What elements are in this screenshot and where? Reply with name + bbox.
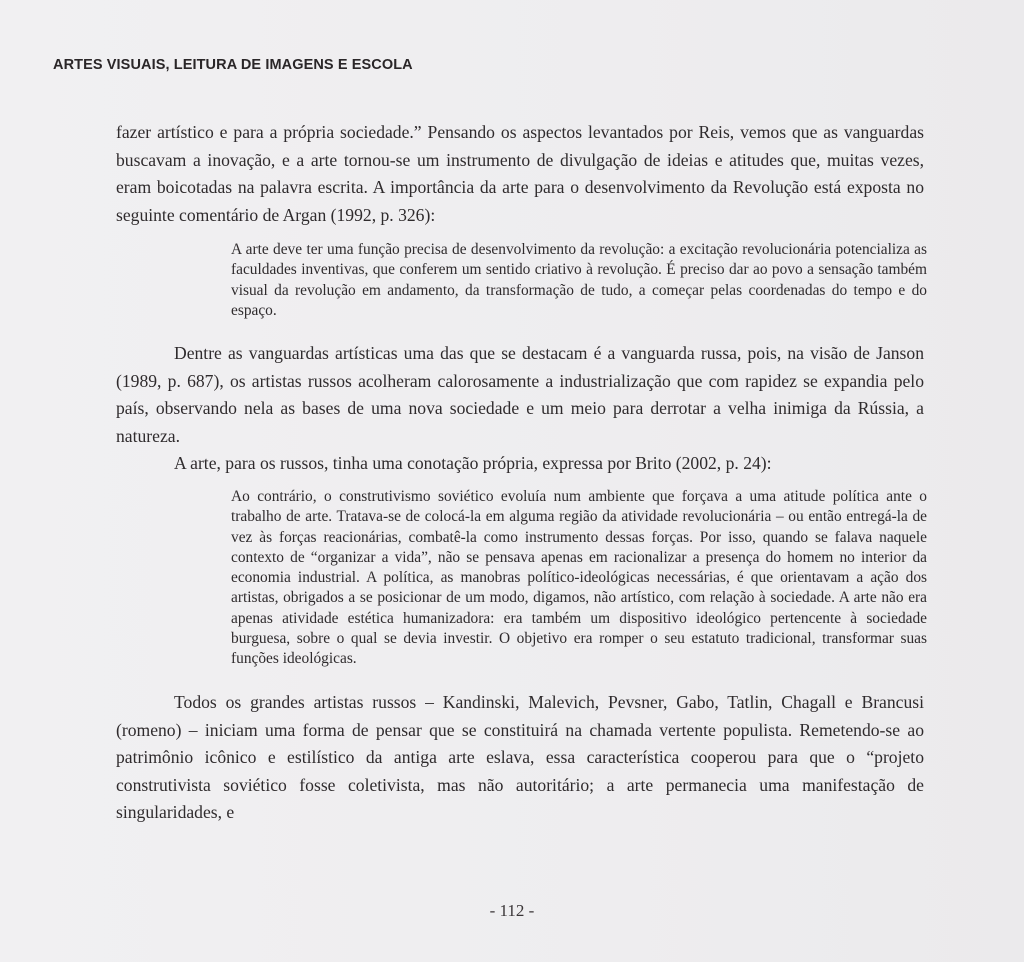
paragraph-continuation [116, 119, 924, 229]
page-number: - 112 - [489, 901, 535, 920]
paragraph-text: fazer artístico e para a própria sociedade.” Pensando os aspectos levantados por Reis, vemos que as vanguardas buscavam a inovação, e a arte tornou-se um instrumento de divulgação de ideias e atitudes que, muitas vezes, eram boicotadas na palavra escrita. A importância da arte para o desenvolvimento da Revolução está exposta no seguinte comentário de Argan (1992, p. 326): [116, 122, 924, 225]
paragraph-vanguarda-russa: Dentre as vanguardas artísticas uma das que se destacam é a vanguarda russa, pois, na visão de Janson (1989, p. 687), os artistas russos acolheram calorosamente a industrialização que com rapidez se expandia pelo país, observando nela as bases de uma nova sociedade e um meio para derrotar a velha inimiga da Rússia, a natureza. [116, 343, 924, 446]
paragraph-intro-brito: A arte, para os russos, tinha uma conotação própria, expressa por Brito (2002, p. 24): [174, 453, 772, 473]
paragraph-artistas-russos: Todos os grandes artistas russos – Kandinski, Malevich, Pevsner, Gabo, Tatlin, Chagall e Brancusi (romeno) – iniciam uma forma de pensar que se constituirá na chamada vertente populista. Remetendo-se ao patrimônio icônico e estilístico da antiga arte eslava, essa característica cooperou para que o “projeto construtivista soviético fosse coletivista, mas não autoritário; a arte permanecia uma manifestação de singularidades, e [116, 692, 924, 822]
paragraph-artistas-russos-wrapper [116, 689, 924, 827]
paragraph-block [116, 340, 924, 478]
block-quote-brito: Ao contrário, o construtivismo soviético evoluía num ambiente que forçava a uma atitude política ante o trabalho de arte. Tratava-se de colocá-la em alguma região da atividade revolucionária – ou então entregá-la de vez às forças reacionárias, combatê-la como instrumento dessas forças. Por isso, quando se falava naquele contexto de “organizar a vida”, não se pensava apenas em racionalizar a presença do homem no interior da economia industrial. A política, as manobras político-ideológicas necessárias, é que orientavam a ação dos artistas, obrigados a se posicionar de um modo, digamos, não artístico, com relação à sociedade. A arte não era apenas atividade estética humanizadora: era também um dispositivo ideológico pertencente à sociedade burguesa, sobre o qual se devia investir. O objetivo era romper o seu estatuto tradicional, transformar suas funções ideológicas. [231, 488, 927, 668]
running-header: ARTES VISUAIS, LEITURA DE IMAGENS E ESCOLA [53, 57, 413, 73]
block-quote-argan: A arte deve ter uma função precisa de desenvolvimento da revolução: a excitação revolucionária potencializa as faculdades inventivas, que conferem um sentido criativo à revolução. É preciso dar ao povo a sensação também visual da revolução em andamento, da transformação de tudo, a começar pelas coordenadas do tempo e do espaço. [231, 241, 927, 319]
